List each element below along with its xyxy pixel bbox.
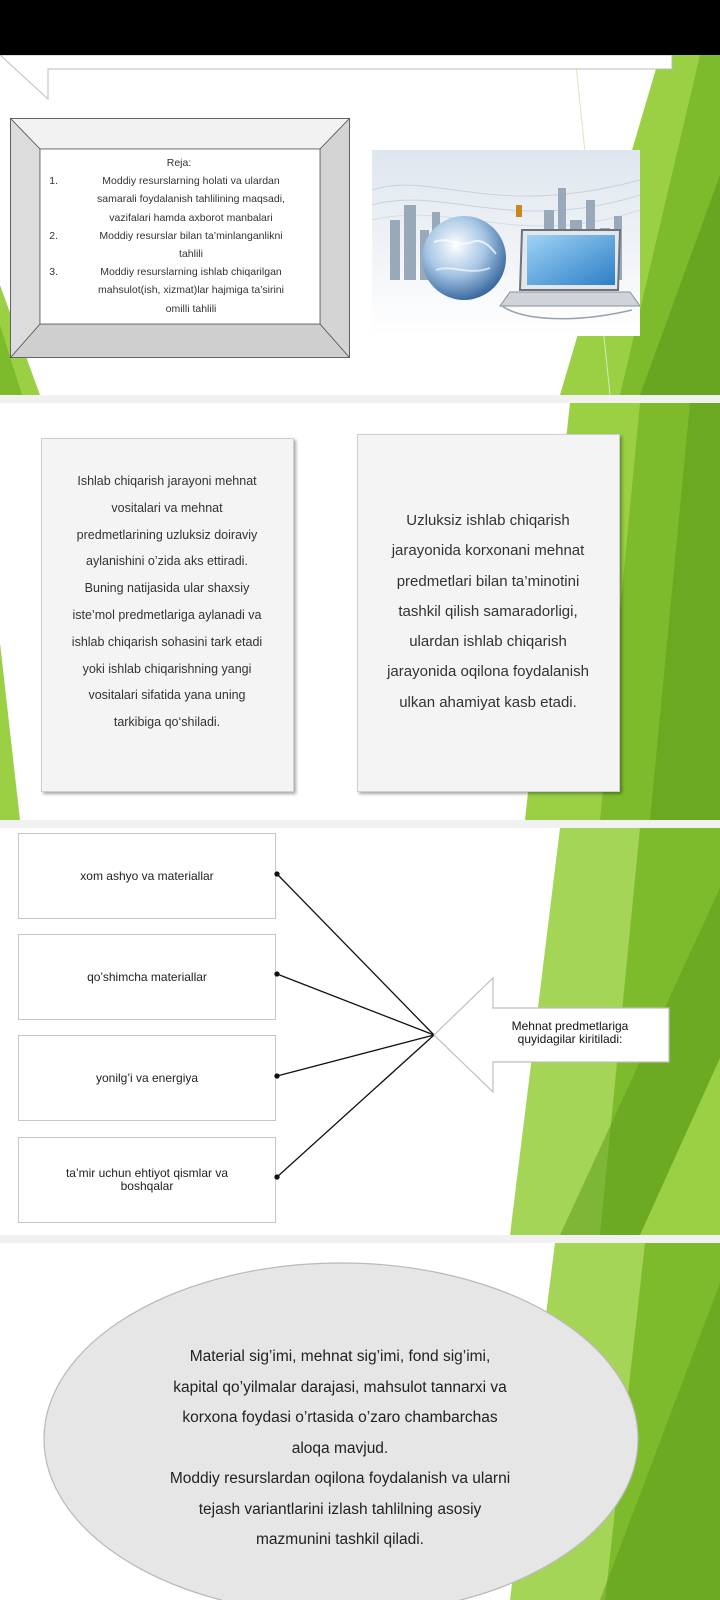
list-item: qo’shimcha materiallar (18, 934, 276, 1020)
ellipse-text: Material sig’imi, mehnat sig’imi, fond sig’imi, kapital qo’yilmalar darajasi, mahsulot tannarxi va korxona foydasi o’rtasida o’zaro chambarchas aloqa mavjud. Moddiy resurslardan oqilona foydalanish va ularni tejash variantlarini izlash tahlilning asosiy mazmunini tashkil qiladi. (169, 1348, 511, 1548)
slide-separator (0, 395, 720, 403)
slide-separator (0, 1235, 720, 1243)
plan-item: 1. Moddiy resurslarning holati va ulardan samarali foydalanish tahlilining maqsadi, vazifalari hamda axborot manbalari (49, 175, 285, 224)
left-card-text: Ishlab chiqarish jarayoni mehnat vositalari va mehnat predmetlarining uzluksiz doiraviy aylanishini o’zida aks ettiradi. Buning natijasida ular shaxsiy iste’mol predmetlariga aylanadi va ishlab chiqarish sohasini tark etadi yoki ishlab chiqarishning yangi vositalari sifatida yana uning tarkibiga qo‘shiladi. (71, 474, 263, 730)
plan-item: 3. Moddiy resurslarning ishlab chiqarilgan mahsulot(ish, xizmat)lar hajmiga ta’sirini omilli tahlili (49, 266, 284, 315)
arrow-label: Mehnat predmetlariga quyidagilar kiritiladi: (511, 1019, 629, 1046)
callout-shape (0, 55, 720, 115)
laptop-globe-city-illustration (372, 150, 640, 336)
list-item: xom ashyo va materiallar (18, 833, 276, 919)
status-bar (0, 0, 720, 55)
slide-separator (0, 820, 720, 828)
right-card-text: Uzluksiz ishlab chiqarish jarayonida korxonani mehnat predmetlari bilan ta’minotini tashkil qilish samaradorligi, ulardan ishlab chiqarish jarayonida oqilona foydalanish ulkan ahamiyat kasb etadi. (387, 512, 589, 711)
plan-item: 2. Moddiy resurslar bilan ta’minlanganlikni tahlili (49, 229, 283, 261)
list-item: ta’mir uchun ehtiyot qismlar va boshqalar (18, 1137, 276, 1223)
plan-title: Reja: (166, 157, 192, 169)
plan-content (40, 154, 318, 318)
list-item: yonilg’i va energiya (18, 1035, 276, 1121)
